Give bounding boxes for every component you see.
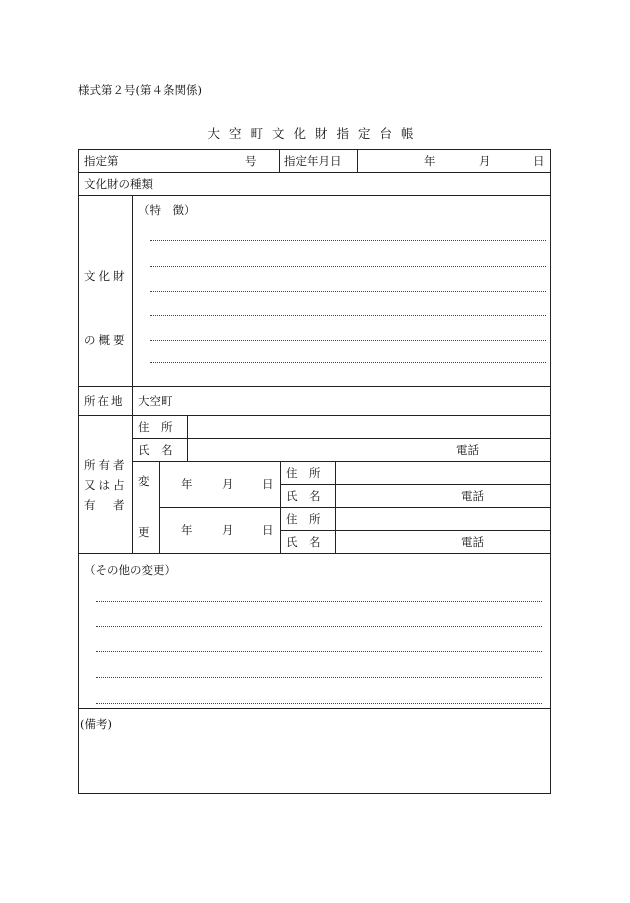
row-divider — [280, 484, 551, 485]
other-changes-label: （その他の変更） — [84, 563, 176, 577]
col-divider — [132, 195, 133, 553]
owner-label-line3: 有 者 — [84, 498, 128, 512]
change2-day: 日 — [262, 523, 274, 537]
change-char-1: 変 — [138, 474, 150, 488]
change-char-2: 更 — [138, 525, 150, 539]
features-writing-line — [150, 291, 546, 292]
row-divider — [280, 530, 551, 531]
owner-name-label: 氏 名 — [138, 443, 173, 457]
change1-month: 月 — [222, 477, 234, 491]
change2-month: 月 — [222, 523, 234, 537]
features-label: （特 徴） — [138, 203, 196, 217]
page-title: 大空町文化財指定台帳 — [207, 126, 423, 141]
overview-label-line2: の概要 — [84, 333, 128, 347]
designation-date-year: 年 — [424, 154, 436, 168]
change1-name-label: 氏 名 — [286, 489, 321, 503]
features-writing-line — [150, 362, 546, 363]
change2-address-label: 住 所 — [286, 512, 321, 526]
designation-number-label: 指定第 — [84, 154, 119, 168]
designation-date-month: 月 — [479, 154, 491, 168]
change1-phone-label: 電話 — [461, 489, 484, 503]
row-divider — [78, 553, 551, 554]
location-label: 所在地 — [84, 394, 125, 408]
col-divider — [357, 149, 358, 172]
features-writing-line — [150, 266, 546, 267]
change1-day: 日 — [262, 477, 274, 491]
change2-year: 年 — [181, 523, 193, 537]
property-type-label: 文化財の種類 — [84, 177, 153, 191]
col-divider — [279, 149, 280, 172]
other-changes-writing-line — [96, 677, 542, 678]
col-divider — [280, 461, 281, 553]
overview-label-line1: 文化財 — [84, 269, 128, 283]
other-changes-writing-line — [96, 626, 542, 627]
form-number: 様式第２号(第４条関係) — [78, 83, 202, 97]
other-changes-writing-line — [96, 651, 542, 652]
designation-date-label: 指定年月日 — [284, 154, 342, 168]
change2-phone-label: 電話 — [461, 535, 484, 549]
designation-number-suffix: 号 — [245, 154, 257, 168]
row-divider — [78, 415, 551, 416]
other-changes-writing-line — [96, 601, 542, 602]
row-divider — [132, 461, 551, 462]
remarks-label: (備考) — [80, 717, 112, 731]
change1-address-label: 住 所 — [286, 466, 321, 480]
change2-name-label: 氏 名 — [286, 535, 321, 549]
col-divider — [335, 461, 336, 553]
row-divider — [159, 507, 551, 508]
owner-label-line1: 所有者 — [84, 458, 128, 472]
col-divider — [187, 415, 188, 461]
change1-year: 年 — [181, 477, 193, 491]
designation-date-day: 日 — [533, 154, 545, 168]
row-divider — [78, 708, 551, 709]
owner-label-line2: 又は占 — [84, 478, 128, 492]
row-divider — [78, 195, 551, 196]
row-divider — [78, 386, 551, 387]
col-divider — [159, 461, 160, 553]
owner-address-label: 住 所 — [138, 420, 173, 434]
features-writing-line — [150, 315, 546, 316]
owner-phone-label: 電話 — [456, 443, 479, 457]
row-divider — [132, 438, 551, 439]
row-divider — [78, 172, 551, 173]
features-writing-line — [150, 340, 546, 341]
features-writing-line — [150, 240, 546, 241]
other-changes-writing-line — [96, 703, 542, 704]
location-value: 大空町 — [138, 394, 173, 408]
